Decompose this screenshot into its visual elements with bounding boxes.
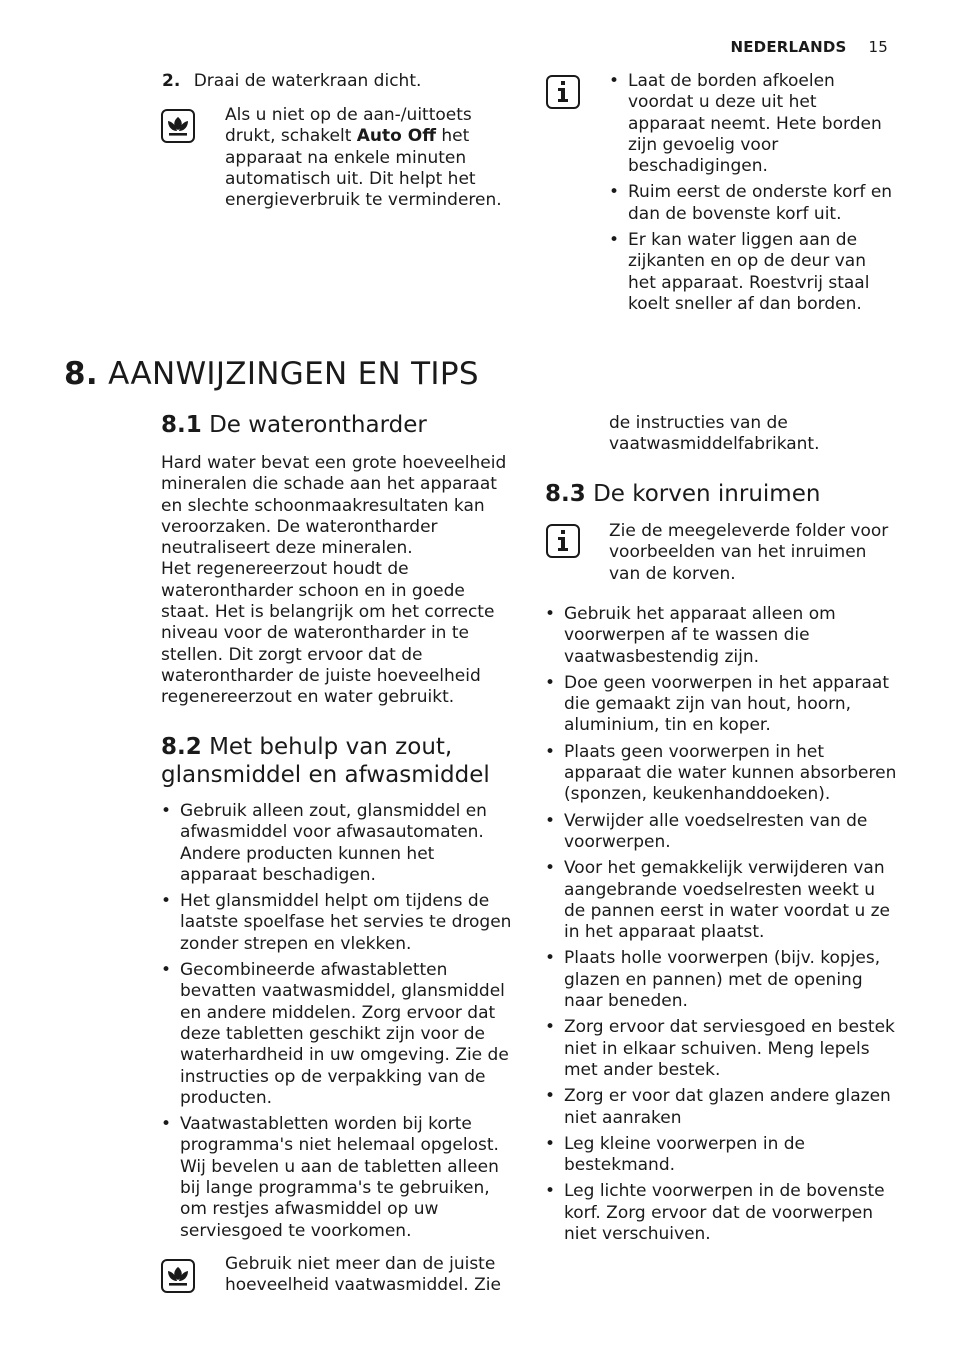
list-item: • Vaatwastabletten worden bij korte programma's niet helemaal opgelost. Wij bevelen u aan de tabletten alleen bij lange programma's te gebruiken, om restjes afwasmiddel op uw serviesgoed te voorkomen. [161,1114,513,1242]
list-item: • Leg kleine voorwerpen in de bestekmand. [545,1134,897,1177]
auto-off-label: Auto Off [356,126,436,147]
eco-note-detergent-continued: de instructies van de vaatwasmiddelfabrikant. [609,413,820,455]
list-item: • Verwijder alle voedselresten van de voorwerpen. [545,811,897,854]
section-8-1-body [161,453,513,709]
list-item: • Gecombineerde afwastabletten bevatten vaatwasmiddel, glansmiddel en andere middelen. Zorg ervoor dat deze tabletten geschikt zijn voor de waterhardheid in uw omgeving. Zie de instructies op de verpakking van de producten. [161,960,513,1109]
section-8-2-title: 8.2 Met behulp van zout, glansmiddel en afwasmiddel [161,734,490,788]
step-number: 2. [162,71,181,91]
eco-leaf-icon [161,109,195,143]
section-8-3-title: 8.3 De korven inruimen [545,481,821,507]
step-text: Draai de waterkraan dicht. [193,71,422,91]
list-item: • Gebruik alleen zout, glansmiddel en afwasmiddel voor afwasautomaten. Andere producten kunnen het apparaat beschadigen. [161,801,513,886]
step-item [162,71,522,92]
eco-note-auto-off: Als u niet op de aan-/uittoets drukt, schakelt Auto Off het apparaat na enkele minuten automatisch uit. Dit helpt het energieverbruik te verminderen. [225,105,502,211]
section-8-1-title: 8.1 De waterontharder [161,412,427,438]
list-item: • Voor het gemakkelijk verwijderen van aangebrande voedselresten weekt u de pannen eerst in water voordat u ze in het apparaat plaatst. [545,858,897,943]
list-item: • Laat de borden afkoelen voordat u deze uit het apparaat neemt. Hete borden zijn gevoelig voor beschadigingen. [609,71,897,177]
info-icon [546,75,580,109]
info-icon [546,524,580,558]
paragraph: Hard water bevat een grote hoeveelheid mineralen die schade aan het apparaat en slechte schoonmaakresultaten kan veroorzaken. De waterontharder neutraliseert deze mineralen. [161,453,507,559]
list-item: • Gebruik het apparaat alleen om voorwerpen af te wassen die vaatwasbestendig zijn. [545,604,897,668]
section-8-3-list [545,604,897,1250]
list-item: • Leg lichte voorwerpen in de bovenste korf. Zorg ervoor dat de voorwerpen niet verschuiven. [545,1181,897,1245]
list-item: • Ruim eerst de onderste korf en dan de bovenste korf uit. [609,182,897,225]
header-language: NEDERLANDS [730,38,847,56]
section-8-2-list [161,801,513,1247]
list-item: • Plaats holle voorwerpen (bijv. kopjes, glazen en pannen) met de opening naar beneden. [545,948,897,1012]
chapter-title: 8. AANWIJZINGEN EN TIPS [64,356,479,392]
eco-note-detergent: Gebruik niet meer dan de juiste hoeveelheid vaatwasmiddel. Zie [225,1254,501,1296]
list-item: • Plaats geen voorwerpen in het apparaat die water kunnen absorberen (sponzen, keukenhanddoeken). [545,742,897,806]
list-item: • Zorg er voor dat glazen andere glazen niet aanraken [545,1086,897,1129]
list-item: • Er kan water liggen aan de zijkanten en op de deur van het apparaat. Roestvrij staal koelt sneller af dan borden. [609,230,897,315]
unloading-tips-list [609,71,897,320]
paragraph: Het regenereerzout houdt de waterontharder schoon en in goede staat. Het is belangrijk om het correcte niveau voor de waterontharder in te stellen. Dit zorgt ervoor dat de waterontharder de juiste hoeveelheid regenereerzout en water gebruikt. [161,559,495,708]
page-header [730,38,888,56]
info-note-loading: Zie de meegeleverde folder voor voorbeelden van het inruimen van de korven. [609,521,889,584]
list-item: • Zorg ervoor dat serviesgoed en bestek niet in elkaar schuiven. Meng lepels met ander bestek. [545,1017,897,1081]
page-number: 15 [868,38,888,56]
eco-leaf-icon [161,1259,195,1293]
list-item: • Het glansmiddel helpt om tijdens de laatste spoelfase het servies te drogen zonder strepen en vlekken. [161,891,513,955]
list-item: • Doe geen voorwerpen in het apparaat die gemaakt zijn van hout, hoorn, aluminium, tin en koper. [545,673,897,737]
